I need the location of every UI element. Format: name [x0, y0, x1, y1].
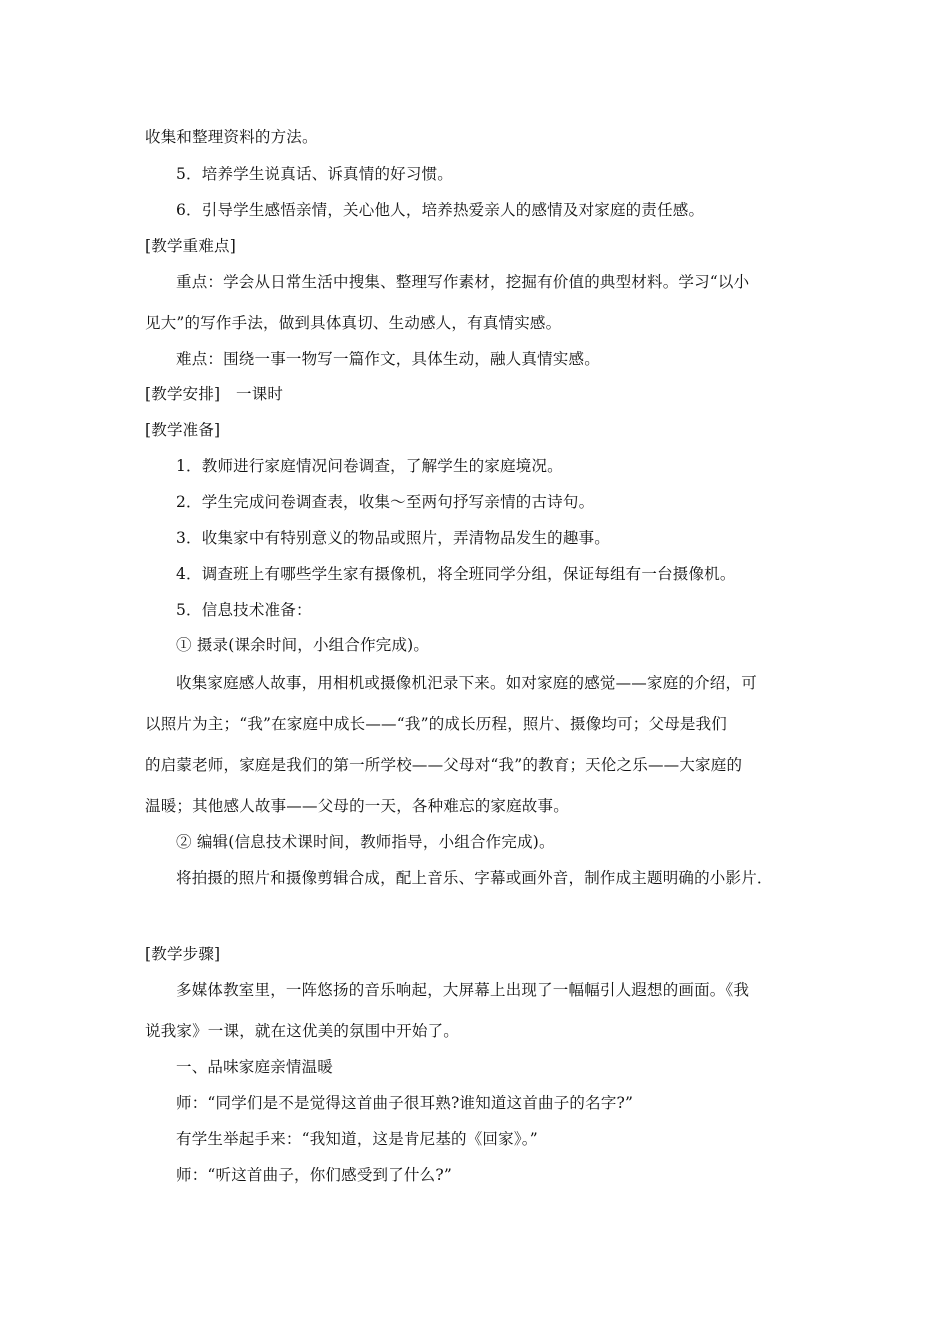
text-line: 5．信息技术准备：: [176, 601, 312, 619]
text-line: 收集家庭感人故事，用相机或摄像机汜录下来。如对家庭的感觉——家庭的介绍，可: [176, 674, 757, 692]
text-line: 师：“同学们是不是觉得这首曲子很耳熟?谁知道这首曲子的名字?”: [176, 1094, 634, 1112]
text-line: 3．收集家中有特别意义的物品或照片，弄清物品发生的趣事。: [176, 529, 610, 547]
section-heading: [教学准备]: [145, 421, 221, 439]
section-heading: [教学安排] 一课时: [145, 385, 284, 403]
text-line: 5．培养学生说真话、诉真情的好习惯。: [176, 165, 453, 183]
text-line: 的启蒙老师，家庭是我们的第一所学校——父母对“我”的教育；天伦之乐——大家庭的: [145, 756, 743, 774]
text-line: 一、品味家庭亲情温暖: [176, 1058, 334, 1076]
text-line: 说我家》一课，就在这优美的氛围中开始了。: [145, 1022, 460, 1040]
text-line: 多媒体教室里，一阵悠扬的音乐响起，大屏幕上出现了一幅幅引人遐想的画面。《我: [176, 981, 750, 999]
text-line: 难点：围绕一事一物写一篇作文，具体生动，融人真情实感。: [176, 350, 600, 368]
text-line: 温暖；其他感人故事——父母的一天，各种难忘的家庭故事。: [145, 797, 569, 815]
text-line: 1．教师进行家庭情况问卷调查，了解学生的家庭境况。: [176, 457, 563, 475]
text-line: 有学生举起手来：“我知道，这是肯尼基的《回家》。”: [176, 1130, 538, 1148]
text-line: 师：“听这首曲子，你们感受到了什么?”: [176, 1166, 452, 1184]
text-line: 2．学生完成问卷调查表，收集～至两句抒写亲情的古诗句。: [176, 493, 595, 511]
text-line: 将拍摄的照片和摄像剪辑合成，配上音乐、字幕或画外音，制作成主题明确的小影片．: [176, 869, 773, 887]
section-heading: [教学重难点]: [145, 237, 236, 255]
text-line: 以照片为主；“我”在家庭中成长——“我”的成长历程，照片、摄像均可；父母是我们: [145, 715, 727, 733]
text-line: ② 编辑(信息技术课时间，教师指导，小组合作完成)。: [176, 833, 555, 851]
text-line: 收集和整理资料的方法。: [145, 128, 318, 146]
text-line: 见大”的写作手法，做到具体真切、生动感人，有真情实感。: [145, 314, 562, 332]
text-line: 4．调查班上有哪些学生家有摄像机，将全班同学分组，保证每组有一台摄像机。: [176, 565, 736, 583]
text-line: ① 摄录(课余时间，小组合作完成)。: [176, 636, 430, 654]
text-line: 6．引导学生感悟亲情，关心他人，培养热爱亲人的感情及对家庭的责任感。: [176, 201, 705, 219]
text-line: 重点：学会从日常生活中搜集、整理写作素材，挖掘有价值的典型材料。学习“以小: [176, 273, 750, 291]
section-heading: [教学步骤]: [145, 945, 221, 963]
